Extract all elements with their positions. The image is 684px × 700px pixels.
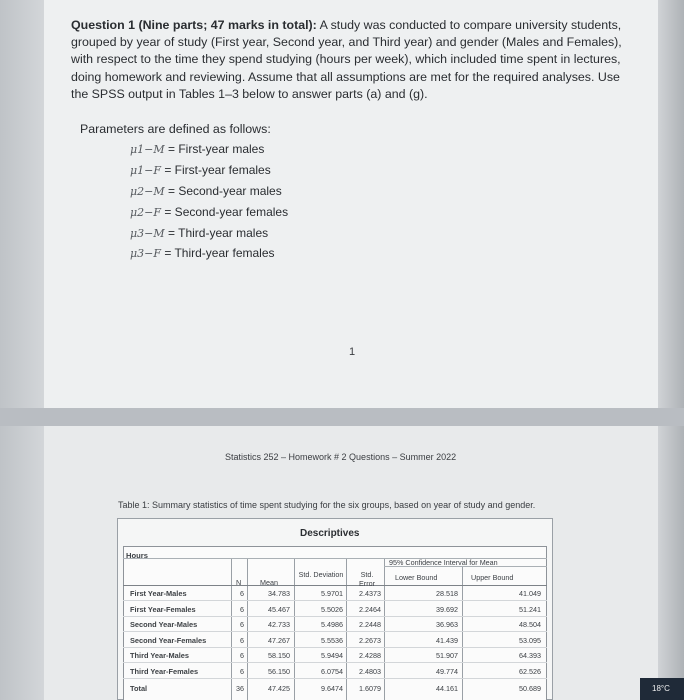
param-line <box>130 205 288 219</box>
cell-mean: 58.150 <box>268 651 290 660</box>
cell-sd: 9.6474 <box>321 684 343 693</box>
row-label: Third Year-Males <box>130 651 190 660</box>
cell-lower: 51.907 <box>436 651 458 660</box>
param-text: = Second-year males <box>167 184 282 198</box>
cell-n: 36 <box>236 684 244 693</box>
col-divider <box>294 558 295 700</box>
question-body: A study was conducted to compare university students, grouped by year of study (First year, Second year, and Third year) and gender (Males and Females), with respect to the time they spend studying (hours per week), which included time spent in lectures, doing homework and reviewing. Assume that all assumptions are met for the required analyses. Use the SPSS output in Tables 1–3 below to answer parts (a) and (g). <box>71 18 622 101</box>
cell-mean: 56.150 <box>268 666 290 676</box>
header-mean: Mean <box>260 578 278 587</box>
header-ci: 95% Confidence Interval for Mean <box>389 558 498 567</box>
dependent-label: Hours <box>126 551 148 560</box>
param-text: = Third-year females <box>164 246 275 260</box>
cell-se: 1.6079 <box>359 684 381 693</box>
cell-sd: 5.4986 <box>321 620 343 629</box>
cell-sd: 5.9701 <box>321 589 343 598</box>
cell-mean: 47.425 <box>268 684 290 693</box>
param-line <box>130 184 282 198</box>
cell-upper: 53.095 <box>519 635 541 645</box>
cell-se: 2.4803 <box>359 666 381 676</box>
cell-se: 2.2464 <box>359 604 381 614</box>
cell-lower: 39.692 <box>436 604 458 614</box>
cell-sd: 5.5536 <box>321 635 343 645</box>
cell-sd: 5.9494 <box>321 651 343 660</box>
row-divider <box>123 631 547 632</box>
row-label: Second Year-Males <box>130 620 198 629</box>
row-label: Third Year-Females <box>130 666 199 676</box>
cell-n: 6 <box>240 666 244 676</box>
param-line <box>130 163 271 177</box>
header-n: N <box>236 578 242 587</box>
params-title: Parameters are defined as follows: <box>80 122 271 136</box>
background-left-edge <box>0 0 44 700</box>
col-divider <box>384 558 385 700</box>
taskbar-weather[interactable]: 18°C <box>640 678 684 700</box>
cell-se: 2.2673 <box>359 635 381 645</box>
cell-lower: 49.774 <box>436 666 458 676</box>
question-text <box>71 17 631 103</box>
cell-lower: 41.439 <box>436 635 458 645</box>
col-divider <box>231 558 232 700</box>
cell-n: 6 <box>240 589 244 598</box>
row-divider <box>123 585 547 586</box>
param-line <box>130 142 264 156</box>
question-title: Question 1 (Nine parts; 47 marks in total): <box>71 18 317 32</box>
param-text: = First-year females <box>164 163 271 177</box>
param-symbol: μ1−F <box>130 164 161 177</box>
row-label: Second Year-Females <box>130 635 207 645</box>
param-line <box>130 226 268 240</box>
cell-lower: 44.161 <box>436 684 458 693</box>
cell-mean: 34.783 <box>268 589 290 598</box>
cell-upper: 64.393 <box>519 651 541 660</box>
param-text: = Second-year females <box>164 205 289 219</box>
row-divider <box>123 616 547 617</box>
param-text: = Third-year males <box>167 226 269 240</box>
cell-upper: 51.241 <box>519 604 541 614</box>
cell-n: 6 <box>240 620 244 629</box>
cell-mean: 45.467 <box>268 604 290 614</box>
header-sd: Std. Deviation <box>298 570 344 579</box>
param-line <box>130 246 275 260</box>
page-gap <box>0 408 684 426</box>
cell-sd: 6.0754 <box>321 666 343 676</box>
row-divider <box>123 647 547 648</box>
cell-lower: 36.963 <box>436 620 458 629</box>
cell-mean: 42.733 <box>268 620 290 629</box>
row-label: First Year-Females <box>130 604 196 614</box>
cell-upper: 50.689 <box>519 684 541 693</box>
col-divider <box>346 558 347 700</box>
header-se: Std. Error <box>359 570 375 588</box>
table-caption: Table 1: Summary statistics of time spent studying for the six groups, based on year of study and gender. <box>118 500 536 510</box>
col-divider <box>247 558 248 700</box>
col-divider <box>462 566 463 700</box>
row-divider <box>123 662 547 663</box>
cell-mean: 47.267 <box>268 635 290 645</box>
cell-n: 6 <box>240 651 244 660</box>
cell-lower: 28.518 <box>436 589 458 598</box>
param-symbol: μ2−M <box>130 185 165 198</box>
cell-upper: 48.504 <box>519 620 541 629</box>
row-divider <box>123 600 547 601</box>
param-symbol: μ2−F <box>130 206 161 219</box>
page-header: Statistics 252 – Homework # 2 Questions – Summer 2022 <box>225 452 457 462</box>
row-label: First Year-Males <box>130 589 187 598</box>
cell-se: 2.4288 <box>359 651 381 660</box>
background-right-edge <box>658 0 684 700</box>
page-number: 1 <box>349 346 356 358</box>
cell-n: 6 <box>240 635 244 645</box>
row-label: Total <box>130 684 148 693</box>
param-symbol: μ1−M <box>130 143 165 156</box>
header-lower: Lower Bound <box>395 573 438 582</box>
row-divider <box>123 678 547 679</box>
table-title: Descriptives <box>300 528 360 539</box>
cell-upper: 41.049 <box>519 589 541 598</box>
cell-n: 6 <box>240 604 244 614</box>
param-symbol: μ3−F <box>130 247 161 260</box>
param-text: = First-year males <box>167 142 265 156</box>
cell-upper: 62.526 <box>519 666 541 676</box>
param-symbol: μ3−M <box>130 227 165 240</box>
cell-sd: 5.5026 <box>321 604 343 614</box>
cell-se: 2.4373 <box>359 589 381 598</box>
header-upper: Upper Bound <box>471 573 514 582</box>
cell-se: 2.2448 <box>359 620 381 629</box>
